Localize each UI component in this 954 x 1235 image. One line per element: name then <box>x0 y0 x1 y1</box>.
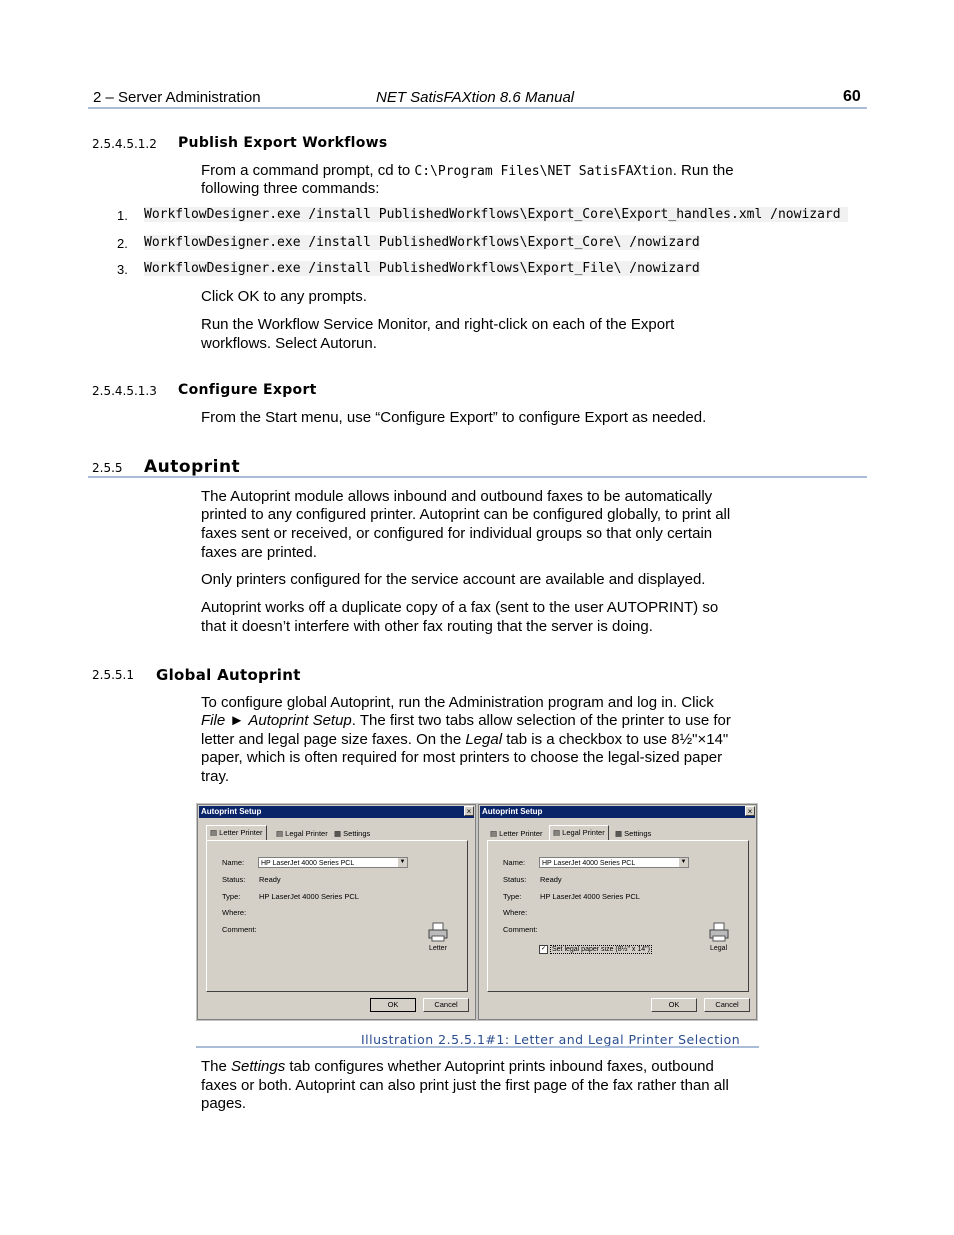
header-chapter: 2 – Server Administration <box>93 89 261 106</box>
checkmark-icon[interactable]: ✓ <box>540 946 547 952</box>
paragraph-line: faxes or both. Autoprint can also print just the first page of the fax rather than all <box>201 1077 729 1094</box>
text: tab configures whether Autoprint prints inbound faxes, outbound <box>285 1058 714 1075</box>
text: . The first two tabs allow selection of the printer to use for <box>351 712 731 729</box>
where-label: Where: <box>222 908 247 917</box>
close-icon[interactable]: × <box>745 806 755 816</box>
command-line: WorkflowDesigner.exe /install PublishedWorkflows\Export_Core\Export_handles.xml /nowizard <box>144 207 849 222</box>
legal-size-checkbox[interactable] <box>539 945 652 954</box>
paragraph-line: printed to any configured printer. Autoprint can be configured globally, to print all <box>201 506 731 523</box>
autoprint-setup-dialog-letter <box>197 804 476 1020</box>
paragraph-line: that it doesn’t interfere with other fax routing that the server is doing. <box>201 618 653 635</box>
text: The <box>201 1058 232 1075</box>
command-line: WorkflowDesigner.exe /install PublishedWorkflows\Export_Core\ /nowizard <box>144 235 700 250</box>
tab-letter-printer[interactable]: ▤ Letter Printer <box>206 825 267 841</box>
section-heading: Configure Export <box>178 382 317 398</box>
tab-name: Legal <box>465 731 503 748</box>
status-label: Status: <box>222 875 246 884</box>
caption-rule <box>196 1046 759 1048</box>
paragraph <box>201 162 734 182</box>
cancel-button[interactable]: Cancel <box>704 998 750 1012</box>
paragraph: Click OK to any prompts. <box>201 288 367 305</box>
tab-label: Settings <box>343 829 371 838</box>
list-number: 2. <box>117 236 128 251</box>
section-heading: Global Autoprint <box>156 666 301 684</box>
comment-label: Comment: <box>503 925 538 934</box>
text: . Run the <box>672 162 734 179</box>
tab-label: Legal Printer <box>562 828 605 837</box>
paragraph-line: paper, which is often required for most printers to choose the legal-sized paper <box>201 749 723 766</box>
autoprint-setup-dialog-legal <box>478 804 757 1020</box>
section-number: 2.5.5 <box>92 461 123 475</box>
paragraph-line: following three commands: <box>201 180 380 197</box>
paragraph-line: workflows. Select Autorun. <box>201 335 377 352</box>
arrow: ► <box>225 712 249 729</box>
name-label: Name: <box>222 858 245 867</box>
paragraph-line: faxes are printed. <box>201 544 317 561</box>
inline-code: C:\Program Files\NET SatisFAXtion <box>414 164 673 179</box>
text: letter and legal page size faxes. On the <box>201 731 466 748</box>
tab-label: Letter Printer <box>499 829 543 838</box>
section-heading: Autoprint <box>144 457 241 477</box>
status-label: Status: <box>503 875 527 884</box>
text: tab is a checkbox to use 8½"×14" <box>502 731 729 748</box>
paragraph: From the Start menu, use “Configure Export” to configure Export as needed. <box>201 409 707 426</box>
ok-button[interactable]: OK <box>370 998 416 1012</box>
list-number: 3. <box>117 262 128 277</box>
printer-label: Letter <box>429 945 447 952</box>
text: From a command prompt, cd to <box>201 162 415 179</box>
paragraph-line: Run the Workflow Service Monitor, and right-click on each of the Export <box>201 316 675 333</box>
tab-legal-printer[interactable]: ▤ Legal Printer <box>549 825 609 841</box>
section-number: 2.5.4.5.1.3 <box>92 384 157 398</box>
paragraph-line: Autoprint works off a duplicate copy of a fax (sent to the user AUTOPRINT) so <box>201 599 719 616</box>
paragraph-line <box>201 731 728 750</box>
header-manual-title: NET SatisFAXtion 8.6 Manual <box>376 89 575 106</box>
cancel-button[interactable]: Cancel <box>423 998 469 1012</box>
name-label: Name: <box>503 858 526 867</box>
printer-label: Legal <box>710 945 728 952</box>
printer-name-select[interactable] <box>539 857 689 868</box>
header-rule <box>88 107 867 109</box>
paragraph-line: faxes sent or received, or configured for individual groups so that only certain <box>201 525 713 542</box>
tab-name: Settings <box>231 1058 286 1075</box>
printer-name-select[interactable] <box>258 857 408 868</box>
type-label: Type: <box>222 892 241 901</box>
select-value: HP LaserJet 4000 Series PCL <box>261 860 355 867</box>
status-value: Ready <box>540 875 562 884</box>
tab-letter-printer[interactable]: ▤ Letter Printer <box>490 829 543 838</box>
menu-path-file: File <box>201 712 226 729</box>
chevron-down-icon[interactable]: ▼ <box>399 859 406 865</box>
checkbox-label: Set legal paper size (8½" x 14") <box>552 946 650 954</box>
tab-settings[interactable]: ▦ Settings <box>615 829 652 838</box>
select-value: HP LaserJet 4000 Series PCL <box>542 860 636 867</box>
header-page-number: 60 <box>843 88 861 105</box>
paragraph-line <box>201 1058 714 1077</box>
paragraph-line: tray. <box>201 768 230 785</box>
paragraph-line: pages. <box>201 1095 247 1112</box>
where-label: Where: <box>503 908 528 917</box>
tab-settings[interactable]: ▦ Settings <box>334 829 371 838</box>
illustration-caption: Illustration 2.5.5.1#1: Letter and Legal Printer Selection <box>361 1032 741 1047</box>
command-line: WorkflowDesigner.exe /install PublishedWorkflows\Export_File\ /nowizard <box>144 261 700 276</box>
section-heading: Publish Export Workflows <box>178 135 388 151</box>
paragraph-line <box>201 712 731 731</box>
printer-icon <box>708 922 730 942</box>
section-number: 2.5.4.5.1.2 <box>92 137 157 151</box>
comment-label: Comment: <box>222 925 257 934</box>
paragraph-line: To configure global Autoprint, run the Administration program and log in. Click <box>201 694 714 711</box>
type-label: Type: <box>503 892 522 901</box>
dialog-screenshots <box>196 803 758 1021</box>
tab-label: Legal Printer <box>285 829 328 838</box>
type-value: HP LaserJet 4000 Series PCL <box>259 892 359 901</box>
section-rule <box>88 476 867 478</box>
menu-path-setup: Autoprint Setup <box>248 712 352 729</box>
dialog-title: Autoprint Setup <box>199 806 474 818</box>
close-icon[interactable]: × <box>464 806 474 816</box>
ok-button[interactable]: OK <box>651 998 697 1012</box>
paragraph: Only printers configured for the service account are available and displayed. <box>201 571 706 588</box>
paragraph-line: The Autoprint module allows inbound and outbound faxes to be automatically <box>201 488 713 505</box>
printer-icon <box>427 922 449 942</box>
list-number: 1. <box>117 208 128 223</box>
tab-legal-printer[interactable]: ▤ Legal Printer <box>276 829 328 838</box>
status-value: Ready <box>259 875 281 884</box>
type-value: HP LaserJet 4000 Series PCL <box>540 892 640 901</box>
section-number: 2.5.5.1 <box>92 668 134 682</box>
tab-label: Settings <box>624 829 652 838</box>
dialog-title: Autoprint Setup <box>480 806 755 818</box>
chevron-down-icon[interactable]: ▼ <box>680 859 687 865</box>
tab-label: Letter Printer <box>219 828 263 837</box>
